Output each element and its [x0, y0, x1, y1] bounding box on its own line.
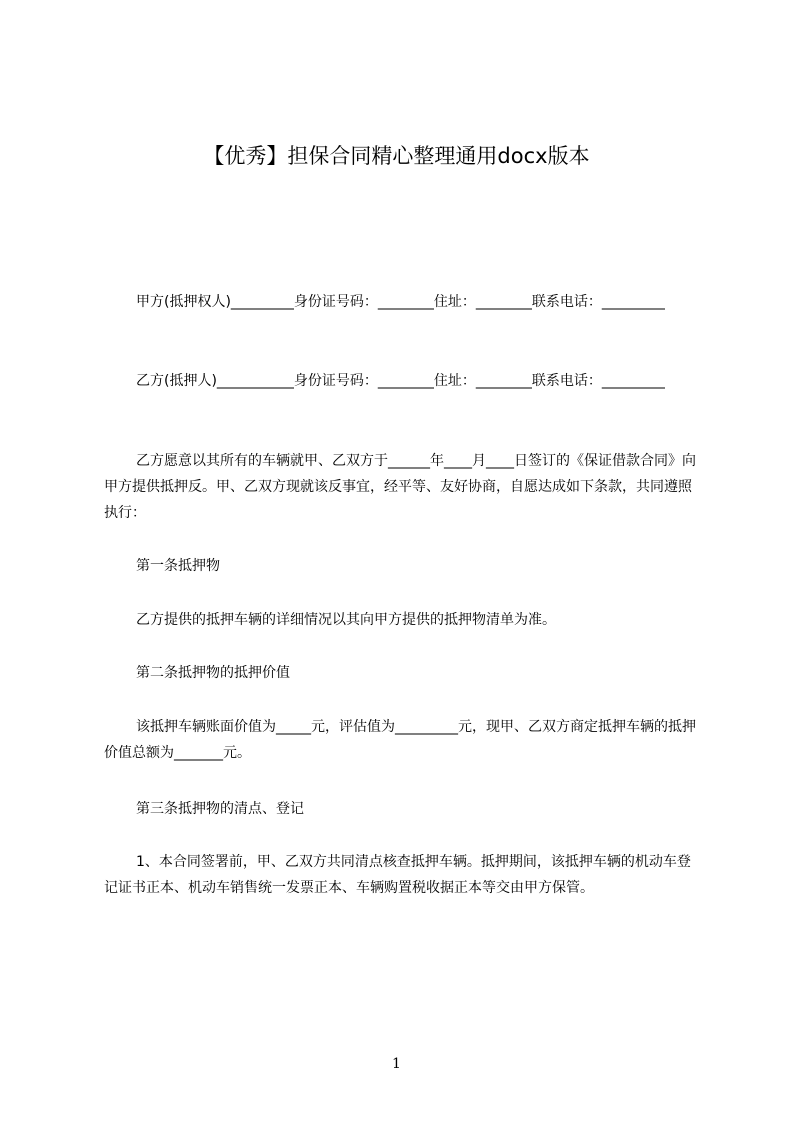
document-title: 【优秀】担保合同精心整理通用docx版本	[203, 144, 590, 168]
party-b-line: 乙方(抵押人)___________身份证号码：________住址：________联系电话：_________	[136, 373, 665, 389]
article-2-body: 该抵押车辆账面价值为_____元，评估值为_________元，现甲、乙双方商定抵押车辆的抵押价值总额为_______元。	[104, 719, 696, 761]
article-2-heading: 第二条抵押物的抵押价值	[136, 665, 290, 681]
page-number: 1	[392, 1056, 401, 1072]
article-1-body: 乙方提供的抵押车辆的详细情况以其向甲方提供的抵押物清单为准。	[136, 612, 556, 628]
party-a-line: 甲方(抵押权人)_________身份证号码：________住址：________联系电话：_________	[136, 294, 665, 310]
article-3-heading: 第三条抵押物的清点、登记	[136, 801, 304, 817]
article-3-item-1: 1、本合同签署前，甲、乙双方共同清点核查抵押车辆。抵押期间，该抵押车辆的机动车登记证书正本、机动车销售统一发票正本、车辆购置税收据正本等交由甲方保管。	[104, 854, 691, 896]
intro-paragraph: 乙方愿意以其所有的车辆就甲、乙双方于______年____月____日签订的《保证借款合同》向甲方提供抵押反。甲、乙双方现就该反事宜，经平等、友好协商，自愿达成如下条款，共同遵照执行：	[104, 453, 696, 521]
article-1-heading: 第一条抵押物	[136, 558, 220, 574]
